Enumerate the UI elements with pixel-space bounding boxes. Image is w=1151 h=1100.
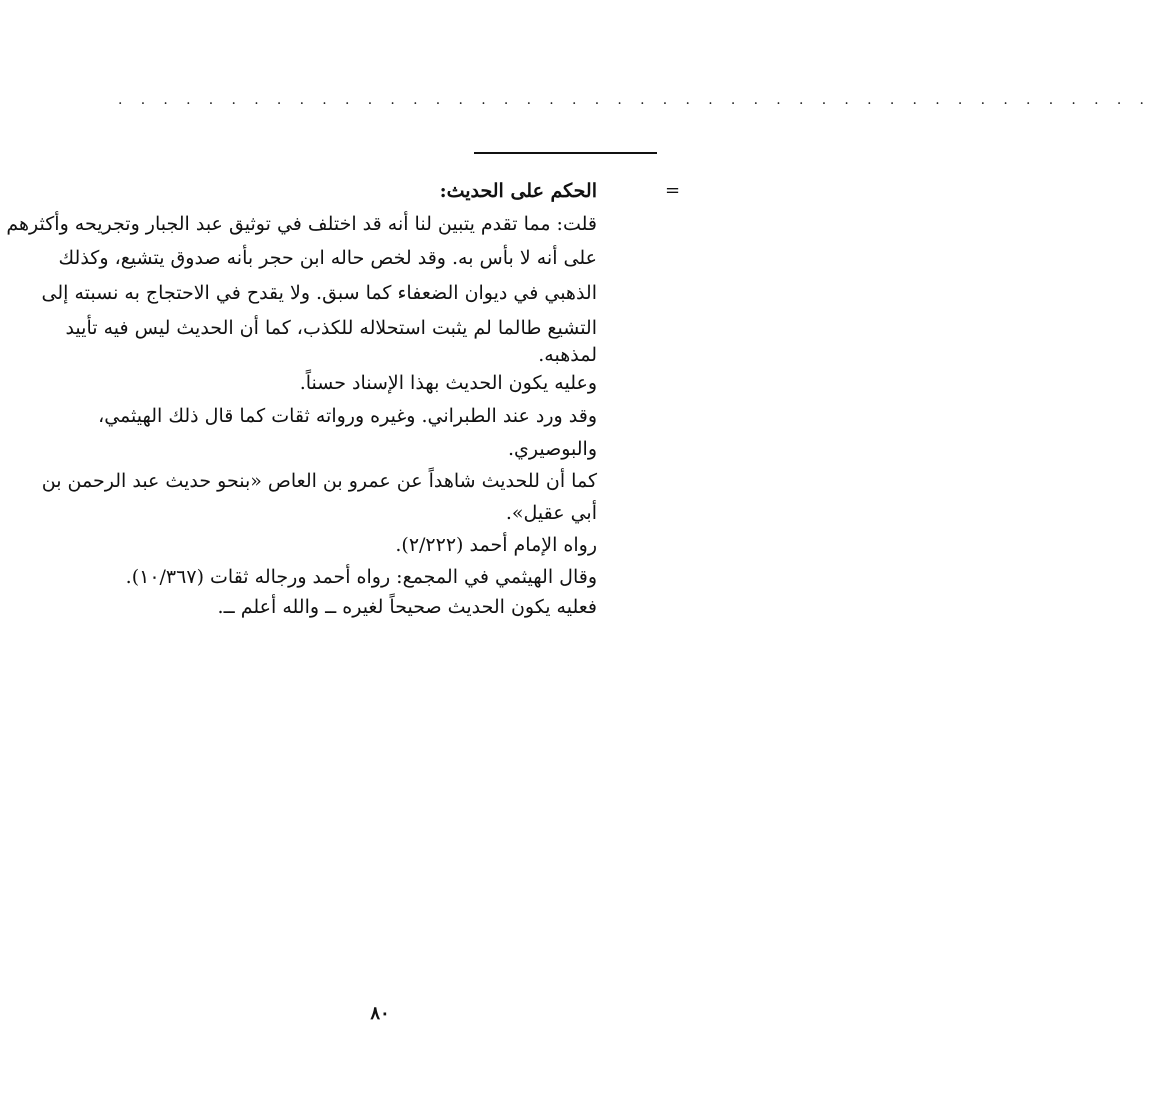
text-line-2: على أنه لا بأس به. وقد لخص حاله ابن حجر بأنه صدوق يتشيع، وكذلك <box>58 247 597 269</box>
text-line-10: أبي عقيل». <box>505 502 597 524</box>
footnote-separator-rule <box>474 152 657 154</box>
text-line-9: كما أن للحديث شاهداً عن عمرو بن العاص «بنحو حديث عبد الرحمن بن <box>41 470 597 492</box>
text-line-13: فعليه يكون الحديث صحيحاً لغيره ــ والله أعلم ــ. <box>217 596 597 618</box>
text-line-8: والبوصيري. <box>507 438 597 460</box>
text-line-4: التشيع طالما لم يثبت استحلاله للكذب، كما أن الحديث ليس فيه تأييد <box>65 317 597 339</box>
text-line-11: رواه الإمام أحمد (٢/٢٢٢). <box>395 534 597 556</box>
text-line-12: وقال الهيثمي في المجمع: رواه أحمد ورجاله ثقات (١٠/٣٦٧). <box>125 566 597 588</box>
text-line-7: وقد ورد عند الطبراني. وغيره ورواته ثقات كما قال ذلك الهيثمي، <box>98 405 597 427</box>
text-line-1: قلت: مما تقدم يتبين لنا أنه قد اختلف في توثيق عبد الجبار وتجريحه وأكثرهم <box>6 213 597 235</box>
margin-mark: = <box>665 180 681 201</box>
page-number: ٨٠ <box>370 1003 390 1024</box>
section-heading: الحكم على الحديث: <box>439 180 597 202</box>
text-line-6: وعليه يكون الحديث بهذا الإسناد حسناً. <box>299 372 597 394</box>
text-line-5: لمذهبه. <box>538 344 597 366</box>
text-line-3: الذهبي في ديوان الضعفاء كما سبق. ولا يقدح في الاحتجاج به نسبته إلى <box>41 282 597 304</box>
header-dotted-line: · · · · · · · · · · · · · · · · · · · · · · · · · · · · · · · · · · · · · · · · · · · · · · <box>118 96 1151 112</box>
